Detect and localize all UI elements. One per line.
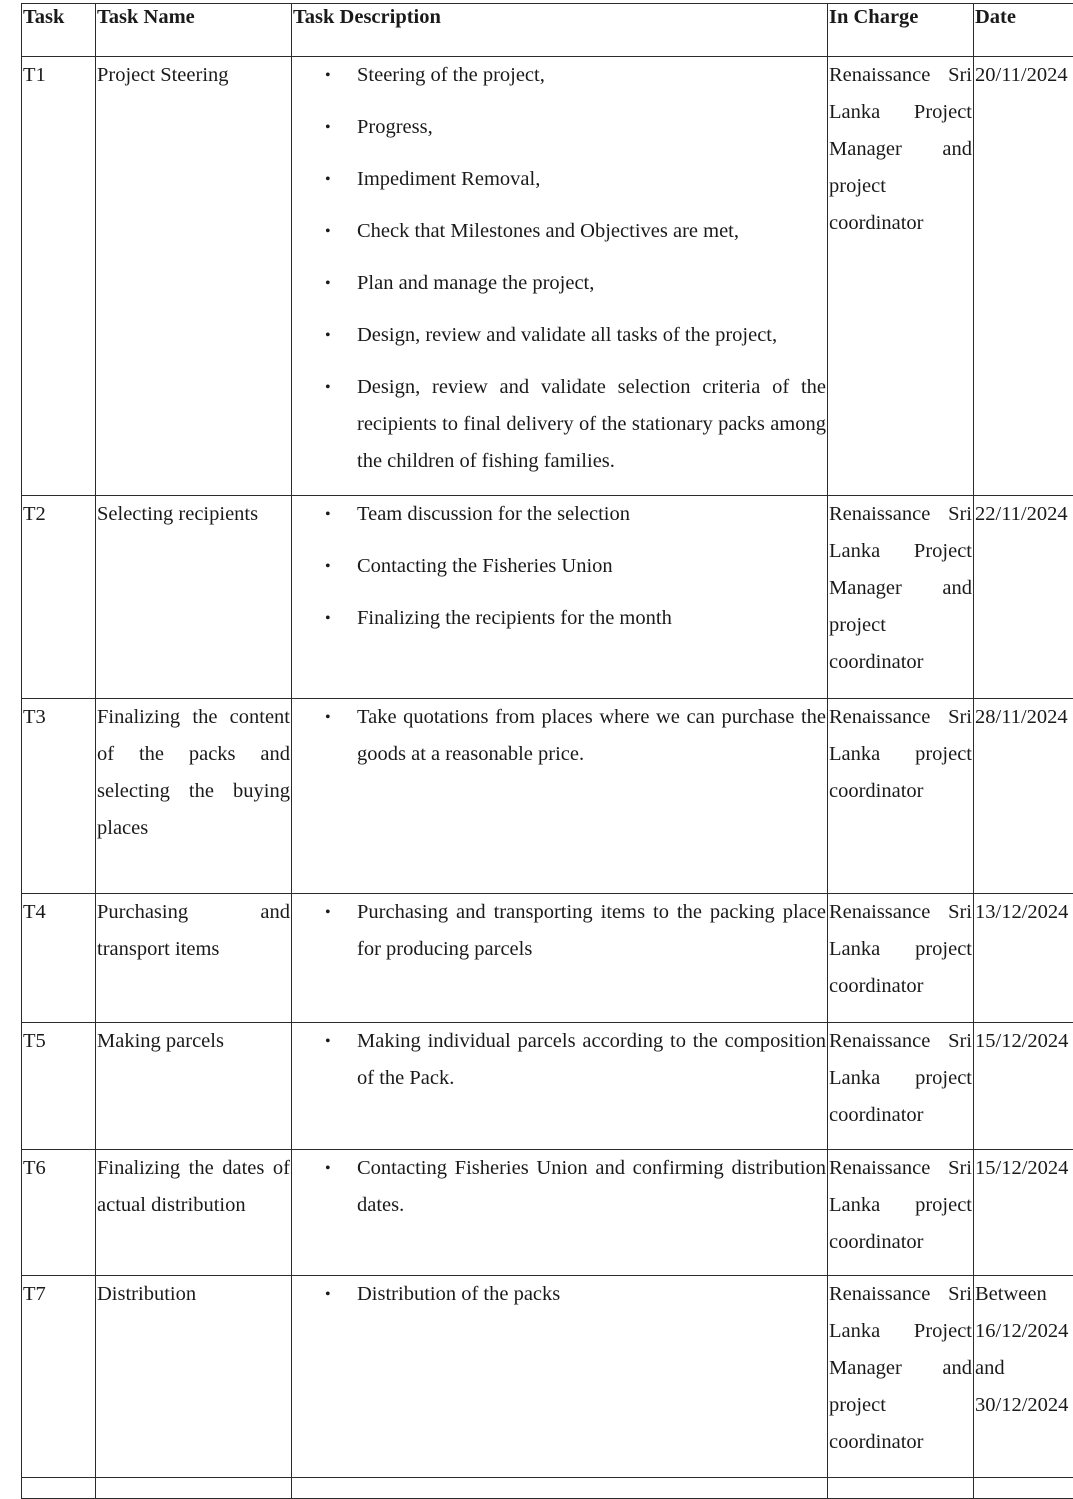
task-id: T2 — [22, 496, 96, 699]
header-date: Date — [974, 4, 1073, 57]
task-description — [292, 496, 828, 699]
task-name: Finalizing the dates of actual distribution — [96, 1150, 292, 1276]
list-item: • Distribution of the packs — [357, 1276, 826, 1313]
table-row — [22, 1150, 1073, 1276]
task-description — [292, 699, 828, 894]
list-item: • Team discussion for the selection — [357, 496, 826, 533]
list-item: • Steering of the project, — [357, 57, 826, 94]
task-date: 22/11/2024 — [974, 496, 1073, 699]
list-item: • Purchasing and transporting items to the packing place for producing parcels — [357, 894, 826, 968]
task-name: Project Steering — [96, 57, 292, 496]
task-date: 15/12/2024 — [974, 1150, 1073, 1276]
table-row — [22, 894, 1073, 1023]
task-id: T7 — [22, 1276, 96, 1478]
list-item: • Making individual parcels according to the composition of the Pack. — [357, 1023, 826, 1097]
task-date: 13/12/2024 — [974, 894, 1073, 1023]
task-date: 28/11/2024 — [974, 699, 1073, 894]
list-item: • Plan and manage the project, — [357, 265, 826, 302]
header-task-name: Task Name — [96, 4, 292, 57]
task-date: Between 16/12/2024 and 30/12/2024 — [974, 1276, 1073, 1478]
task-name: Purchasing and transport items — [96, 894, 292, 1023]
in-charge: Renaissance Sri Lanka Project Manager and project coordinator — [828, 496, 974, 699]
header-in-charge: In Charge — [828, 4, 974, 57]
list-item: • Finalizing the recipients for the month — [357, 600, 826, 637]
list-item: • Check that Milestones and Objectives are met, — [357, 213, 826, 250]
task-id: T5 — [22, 1023, 96, 1150]
task-id: T4 — [22, 894, 96, 1023]
table-row — [22, 1276, 1073, 1478]
in-charge: Renaissance Sri Lanka project coordinator — [828, 1150, 974, 1276]
in-charge: Renaissance Sri Lanka Project Manager and project coordinator — [828, 1276, 974, 1478]
task-name: Making parcels — [96, 1023, 292, 1150]
task-name: Selecting recipients — [96, 496, 292, 699]
task-date: 20/11/2024 — [974, 57, 1073, 496]
table-row-partial — [22, 1478, 1073, 1499]
in-charge: Renaissance Sri Lanka project coordinator — [828, 1023, 974, 1150]
table-row — [22, 1023, 1073, 1150]
task-description — [292, 894, 828, 1023]
table-row — [22, 57, 1073, 496]
task-name: Distribution — [96, 1276, 292, 1478]
list-item: • Take quotations from places where we can purchase the goods at a reasonable price. — [357, 699, 826, 773]
task-name: Finalizing the content of the packs and selecting the buying places — [96, 699, 292, 894]
in-charge: Renaissance Sri Lanka project coordinator — [828, 894, 974, 1023]
list-item: • Contacting Fisheries Union and confirming distribution dates. — [357, 1150, 826, 1224]
header-task-description: Task Description — [292, 4, 828, 57]
list-item: • Contacting the Fisheries Union — [357, 548, 826, 585]
task-table — [21, 3, 1073, 1499]
table-row — [22, 496, 1073, 699]
task-description — [292, 1150, 828, 1276]
header-task: Task — [22, 4, 96, 57]
header-row — [22, 4, 1073, 57]
list-item: • Impediment Removal, — [357, 161, 826, 198]
in-charge: Renaissance Sri Lanka project coordinator — [828, 699, 974, 894]
task-description — [292, 1276, 828, 1478]
task-description — [292, 57, 828, 496]
task-description — [292, 1023, 828, 1150]
list-item: • Design, review and validate selection criteria of the recipients to final delivery of the stationary packs among the children of fishing families. — [357, 369, 826, 480]
table-row — [22, 699, 1073, 894]
in-charge: Renaissance Sri Lanka Project Manager and project coordinator — [828, 57, 974, 496]
task-date: 15/12/2024 — [974, 1023, 1073, 1150]
task-id: T6 — [22, 1150, 96, 1276]
list-item: • Design, review and validate all tasks of the project, — [357, 317, 826, 354]
list-item: • Progress, — [357, 109, 826, 146]
task-id: T1 — [22, 57, 96, 496]
task-id: T3 — [22, 699, 96, 894]
